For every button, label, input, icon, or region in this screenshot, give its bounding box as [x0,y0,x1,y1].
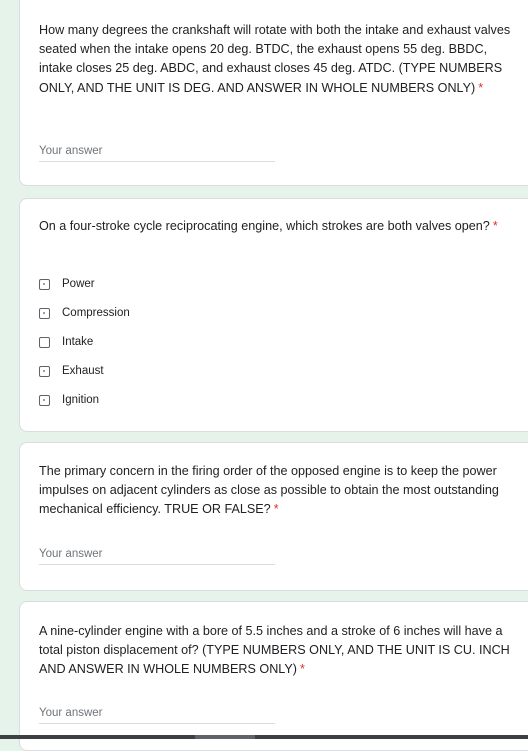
horizontal-scrollbar[interactable] [0,735,528,739]
checkbox-option-power[interactable] [39,275,95,293]
question-text: On a four-stroke cycle reciprocating engine, which strokes are both valves open? [39,219,490,233]
question-title [39,622,512,680]
required-asterisk: * [478,80,484,95]
checkbox[interactable] [39,337,50,348]
question-text: A nine-cylinder engine with a bore of 5.5 inches and a stroke of 6 inches will have a total piston displacement of? (TYPE NUMBERS ONLY, AND THE UNIT IS CU. INCH AND ANSWER IN WHOLE NUMBERS ONLY) [39,624,510,677]
answer-placeholder: Your answer [39,707,103,719]
scrollbar-thumb[interactable] [195,735,255,739]
question-title [39,217,512,236]
option-label: Exhaust [62,365,104,377]
option-label: Compression [62,307,130,319]
answer-input[interactable] [39,707,275,724]
question-card-4 [19,601,528,751]
required-asterisk: * [299,662,305,677]
question-title [39,21,512,98]
checkbox-option-exhaust[interactable] [39,362,104,380]
answer-input[interactable] [39,548,275,565]
question-card-2 [19,198,528,432]
checkbox[interactable] [39,366,50,377]
checkbox[interactable] [39,395,50,406]
question-text: How many degrees the crankshaft will rotate with both the intake and exhaust valves seated when the intake opens 20 deg. BTDC, the exhaust opens 55 deg. BBDC, intake closes 25 deg. ABDC, and exhaust closes 45 deg. ATDC. (TYPE NUMBERS ONLY, AND THE UNIT IS DEG. AND ANSWER IN WHOLE NUMBERS ONLY) [39,23,511,95]
checkbox-option-intake[interactable] [39,333,93,351]
checkbox-option-compression[interactable] [39,304,130,322]
question-card-1 [19,0,528,186]
option-label: Power [62,278,95,290]
checkbox[interactable] [39,279,50,290]
option-label: Intake [62,336,94,348]
question-title [39,462,512,520]
required-asterisk: * [273,502,279,517]
required-asterisk: * [492,219,498,233]
option-label: Ignition [62,394,100,406]
answer-placeholder: Your answer [39,548,103,560]
question-text: The primary concern in the firing order of the opposed engine is to keep the power impulses on adjacent cylinders as close as possible to obtain the most outstanding mechanical efficiency. TRUE OR FALSE? [39,464,499,517]
question-card-3 [19,442,528,591]
checkbox-option-ignition[interactable] [39,391,99,409]
checkbox[interactable] [39,308,50,319]
answer-input[interactable] [39,145,275,162]
answer-placeholder: Your answer [39,145,103,157]
